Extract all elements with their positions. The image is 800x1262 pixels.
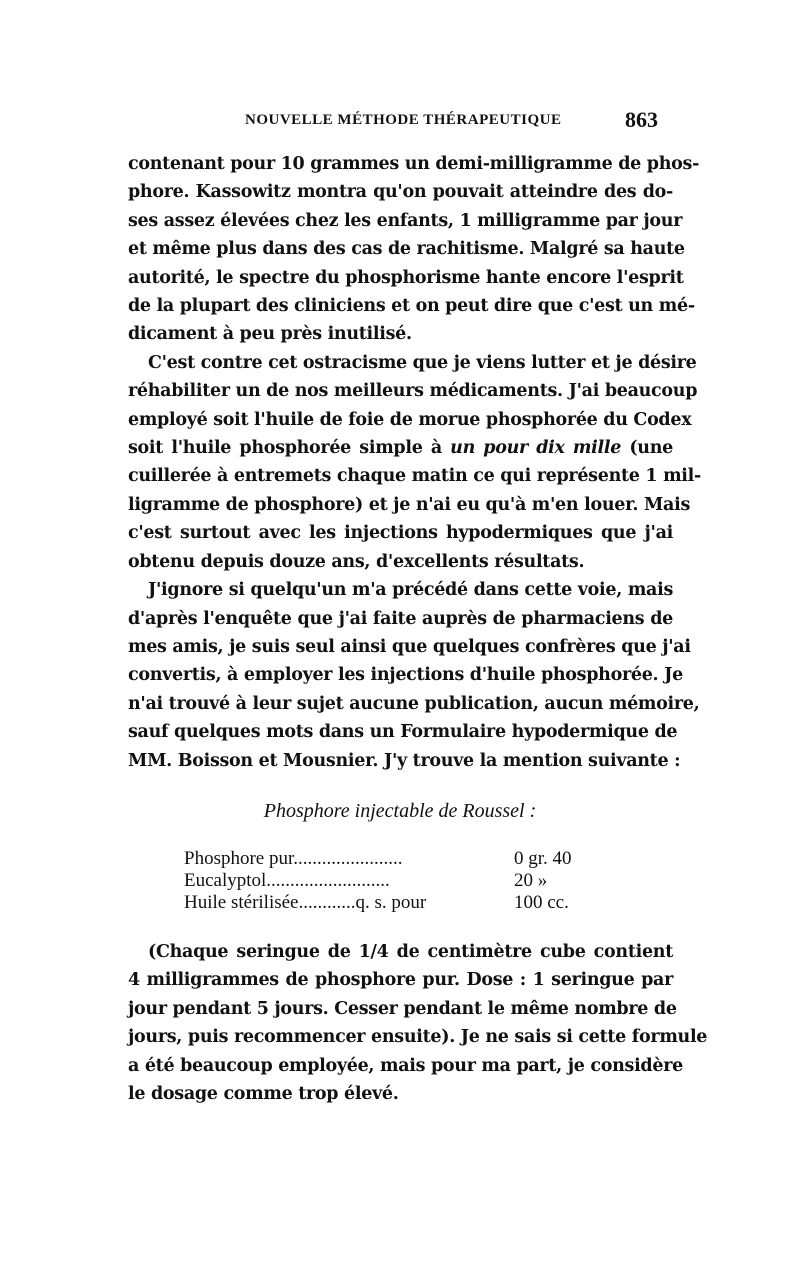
recipe-row bbox=[184, 892, 624, 914]
text-line: jour pendant 5 jours. Cesser pendant le même nombre de bbox=[128, 998, 677, 1019]
text-line bbox=[128, 434, 673, 462]
text-line: mes amis, je suis seul ainsi que quelques confrères que j'ai bbox=[128, 636, 691, 657]
text-line: contenant pour 10 grammes un demi-milligramme de phos- bbox=[128, 154, 700, 174]
text-line: MM. Boisson et Mousnier. J'y trouve la mention suivante : bbox=[128, 750, 681, 771]
paragraph-1 bbox=[128, 150, 700, 349]
text-line: dicament à peu près inutilisé. bbox=[128, 324, 412, 345]
recipe-row bbox=[184, 870, 624, 892]
running-title: NOUVELLE MÉTHODE THÉRAPEUTIQUE bbox=[245, 112, 562, 128]
text-line: (Chaque seringue de 1/4 de centimètre cube contient bbox=[148, 942, 673, 962]
text-line: et même plus dans des cas de rachitisme. Malgré sa haute bbox=[128, 239, 685, 260]
ingredient-quantity: 0 gr. 40 bbox=[514, 848, 572, 869]
text-line: ligramme de phosphore) et je n'ai eu qu'à m'en louer. Mais bbox=[128, 494, 690, 515]
text-segment: soit l'huile phosphorée simple à bbox=[128, 438, 451, 459]
ingredient-quantity: 20 » bbox=[514, 870, 548, 891]
paragraph-2 bbox=[128, 349, 701, 576]
formula-title: Phosphore injectable de Roussel : bbox=[263, 800, 537, 822]
text-line: C'est contre cet ostracisme que je viens lutter et je désire bbox=[148, 352, 697, 373]
paragraph-4 bbox=[128, 938, 708, 1108]
text-line: ses assez élevées chez les enfants, 1 milligramme par jour bbox=[128, 210, 683, 231]
text-line: de la plupart des cliniciens et on peut dire que c'est un mé- bbox=[128, 296, 695, 317]
ingredient-name: Huile stérilisée............q. s. pour bbox=[184, 892, 427, 913]
main-text bbox=[128, 150, 701, 775]
paragraph-3 bbox=[128, 576, 700, 775]
text-line: le dosage comme trop élevé. bbox=[128, 1084, 399, 1105]
text-line: sauf quelques mots dans un Formulaire hypodermique de bbox=[128, 722, 678, 743]
text-line: jours, puis recommencer ensuite). Je ne sais si cette formule bbox=[128, 1027, 708, 1048]
text-line: c'est surtout avec les injections hypodermiques que j'ai bbox=[128, 523, 673, 544]
formula-recipe bbox=[184, 848, 624, 914]
text-line: phore. Kassowitz montra qu'on pouvait atteindre des do- bbox=[128, 182, 673, 203]
italic-phrase: un pour dix mille bbox=[450, 438, 622, 459]
text-line: employé soit l'huile de foie de morue phosphorée du Codex bbox=[128, 409, 692, 430]
text-line: convertis, à employer les injections d'huile phosphorée. Je bbox=[128, 665, 683, 686]
text-line: 4 milligrammes de phosphore pur. Dose : 1 seringue par bbox=[128, 970, 673, 991]
recipe-row bbox=[184, 848, 624, 870]
ingredient-quantity: 100 cc. bbox=[514, 892, 569, 913]
closing-text bbox=[128, 938, 708, 1108]
text-line: cuillerée à entremets chaque matin ce qui représente 1 mil- bbox=[128, 466, 701, 487]
text-line: d'après l'enquête que j'ai faite auprès de pharmaciens de bbox=[128, 608, 673, 629]
text-line: obtenu depuis douze ans, d'excellents résultats. bbox=[128, 551, 585, 572]
ingredient-name: Phosphore pur....................... bbox=[184, 848, 403, 869]
ingredient-name: Eucalyptol.......................... bbox=[184, 870, 390, 891]
text-line: J'ignore si quelqu'un m'a précédé dans cette voie, mais bbox=[148, 580, 673, 601]
text-line: n'ai trouvé à leur sujet aucune publication, aucun mémoire, bbox=[128, 693, 700, 714]
page-number: 863 bbox=[625, 107, 658, 132]
text-line: réhabiliter un de nos meilleurs médicaments. J'ai beaucoup bbox=[128, 381, 698, 402]
text-line: a été beaucoup employée, mais pour ma part, je considère bbox=[128, 1055, 683, 1076]
text-line: autorité, le spectre du phosphorisme hante encore l'esprit bbox=[128, 267, 684, 288]
text-segment: (une bbox=[621, 438, 673, 459]
